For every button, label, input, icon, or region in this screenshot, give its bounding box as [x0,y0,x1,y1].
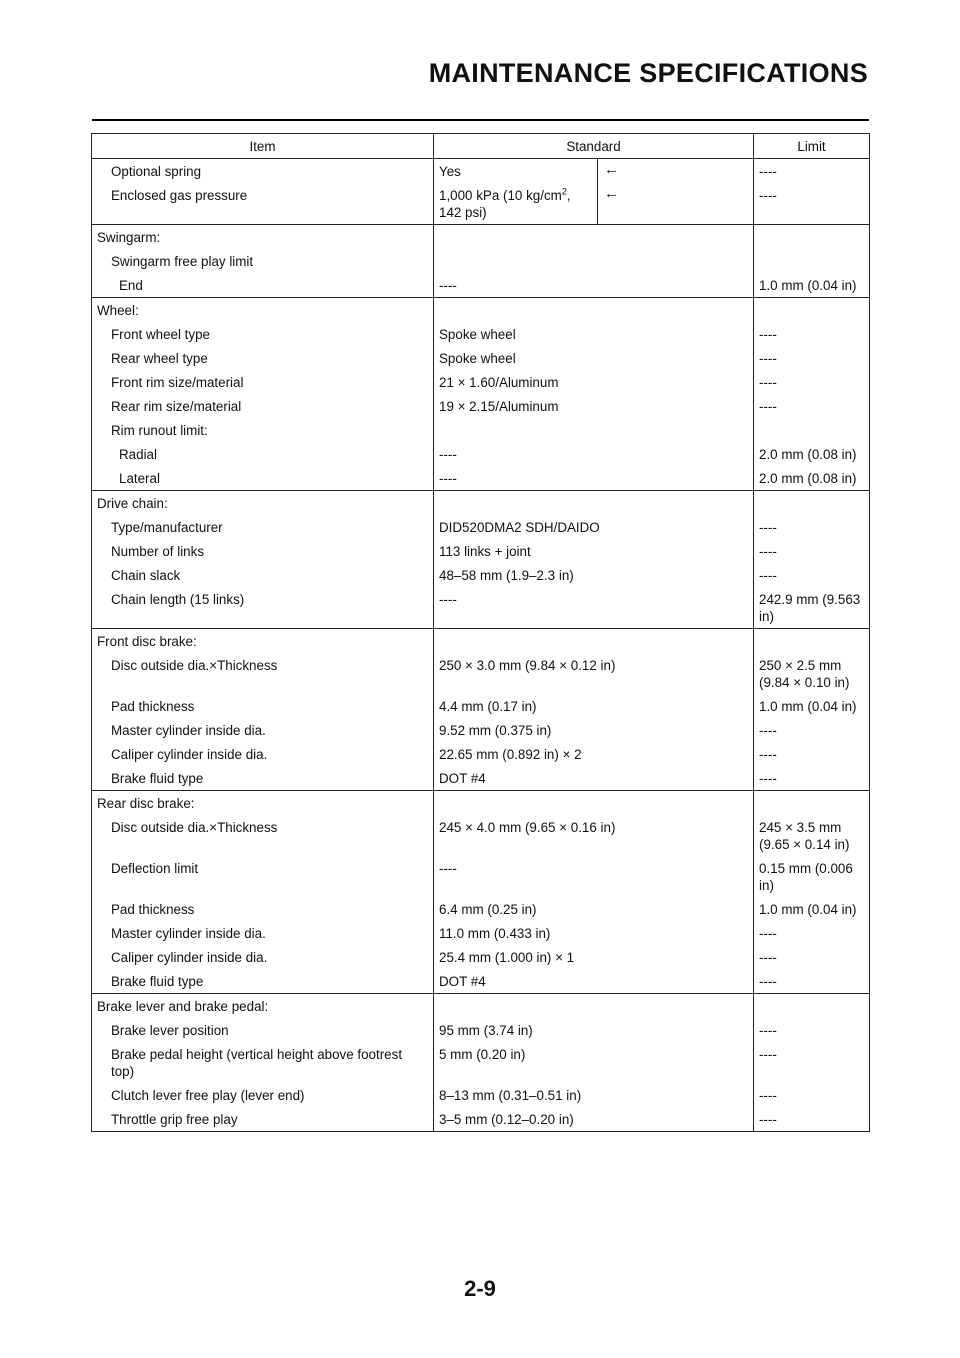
same-as-left-arrow-icon: ← [598,159,754,184]
table-row: Number of links 113 links + joint ---- [92,539,870,563]
section-heading: Drive chain: [92,491,434,516]
table-row: Disc outside dia.×Thickness 250 × 3.0 mm (9.84 × 0.12 in) 250 × 2.5 mm (9.84 × 0.10 in) [92,653,870,694]
page-number: 2-9 [464,1276,496,1301]
section-heading-row [92,791,870,816]
section-heading: Wheel: [92,298,434,323]
section-heading: Brake lever and brake pedal: [92,994,434,1019]
table-row: Chain length (15 links) ---- 242.9 mm (9.563 in) [92,587,870,629]
table-row: Deflection limit ---- 0.15 mm (0.006 in) [92,856,870,897]
title-divider [92,119,869,121]
table-row: Lateral ---- 2.0 mm (0.08 in) [92,466,870,491]
table-header-row [92,134,870,159]
table-row: Rim runout limit: [92,418,870,442]
table-row: Brake lever position 95 mm (3.74 in) ---- [92,1018,870,1042]
table-row: Brake fluid type DOT #4 ---- [92,969,870,994]
table-row: Rear wheel type Spoke wheel ---- [92,346,870,370]
table-row: Radial ---- 2.0 mm (0.08 in) [92,442,870,466]
section-heading: Rear disc brake: [92,791,434,816]
table-row: Brake pedal height (vertical height above footrest top) 5 mm (0.20 in) ---- [92,1042,870,1083]
table-row: Master cylinder inside dia. 9.52 mm (0.375 in) ---- [92,718,870,742]
table-row: Optional spring Yes ← ---- [92,159,870,184]
section-heading-row [92,225,870,250]
section-heading-row [92,994,870,1019]
col-header-item: Item [92,134,434,159]
table-row: Disc outside dia.×Thickness 245 × 4.0 mm (9.65 × 0.16 in) 245 × 3.5 mm (9.65 × 0.14 in) [92,815,870,856]
section-heading: Front disc brake: [92,629,434,654]
col-header-standard: Standard [434,134,754,159]
col-header-limit: Limit [754,134,870,159]
table-row: Front rim size/material 21 × 1.60/Aluminum ---- [92,370,870,394]
table-row: Pad thickness 6.4 mm (0.25 in) 1.0 mm (0.04 in) [92,897,870,921]
table-row: Throttle grip free play 3–5 mm (0.12–0.20 in) ---- [92,1107,870,1132]
table-row: Front wheel type Spoke wheel ---- [92,322,870,346]
section-heading-row [92,491,870,516]
table-row: Clutch lever free play (lever end) 8–13 mm (0.31–0.51 in) ---- [92,1083,870,1107]
section-heading: Swingarm: [92,225,434,250]
table-row: Caliper cylinder inside dia. 25.4 mm (1.000 in) × 1 ---- [92,945,870,969]
table-row: Rear rim size/material 19 × 2.15/Aluminum ---- [92,394,870,418]
table-row: Type/manufacturer DID520DMA2 SDH/DAIDO ---- [92,515,870,539]
table-row: Swingarm free play limit [92,249,870,273]
table-row: Caliper cylinder inside dia. 22.65 mm (0.892 in) × 2 ---- [92,742,870,766]
same-as-left-arrow-icon: ← [598,183,754,225]
page-title: MAINTENANCE SPECIFICATIONS [428,58,868,88]
table-row: End ---- 1.0 mm (0.04 in) [92,273,870,298]
table-row: Master cylinder inside dia. 11.0 mm (0.433 in) ---- [92,921,870,945]
section-heading-row [92,298,870,323]
section-heading-row [92,629,870,654]
spec-table [91,133,870,1132]
table-row: Pad thickness 4.4 mm (0.17 in) 1.0 mm (0.04 in) [92,694,870,718]
table-row: Enclosed gas pressure 1,000 kPa (10 $kg/cm^2$, 142 psi) ← ---- [92,183,870,225]
table-row: Chain slack 48–58 mm (1.9–2.3 in) ---- [92,563,870,587]
table-row: Brake fluid type DOT #4 ---- [92,766,870,791]
